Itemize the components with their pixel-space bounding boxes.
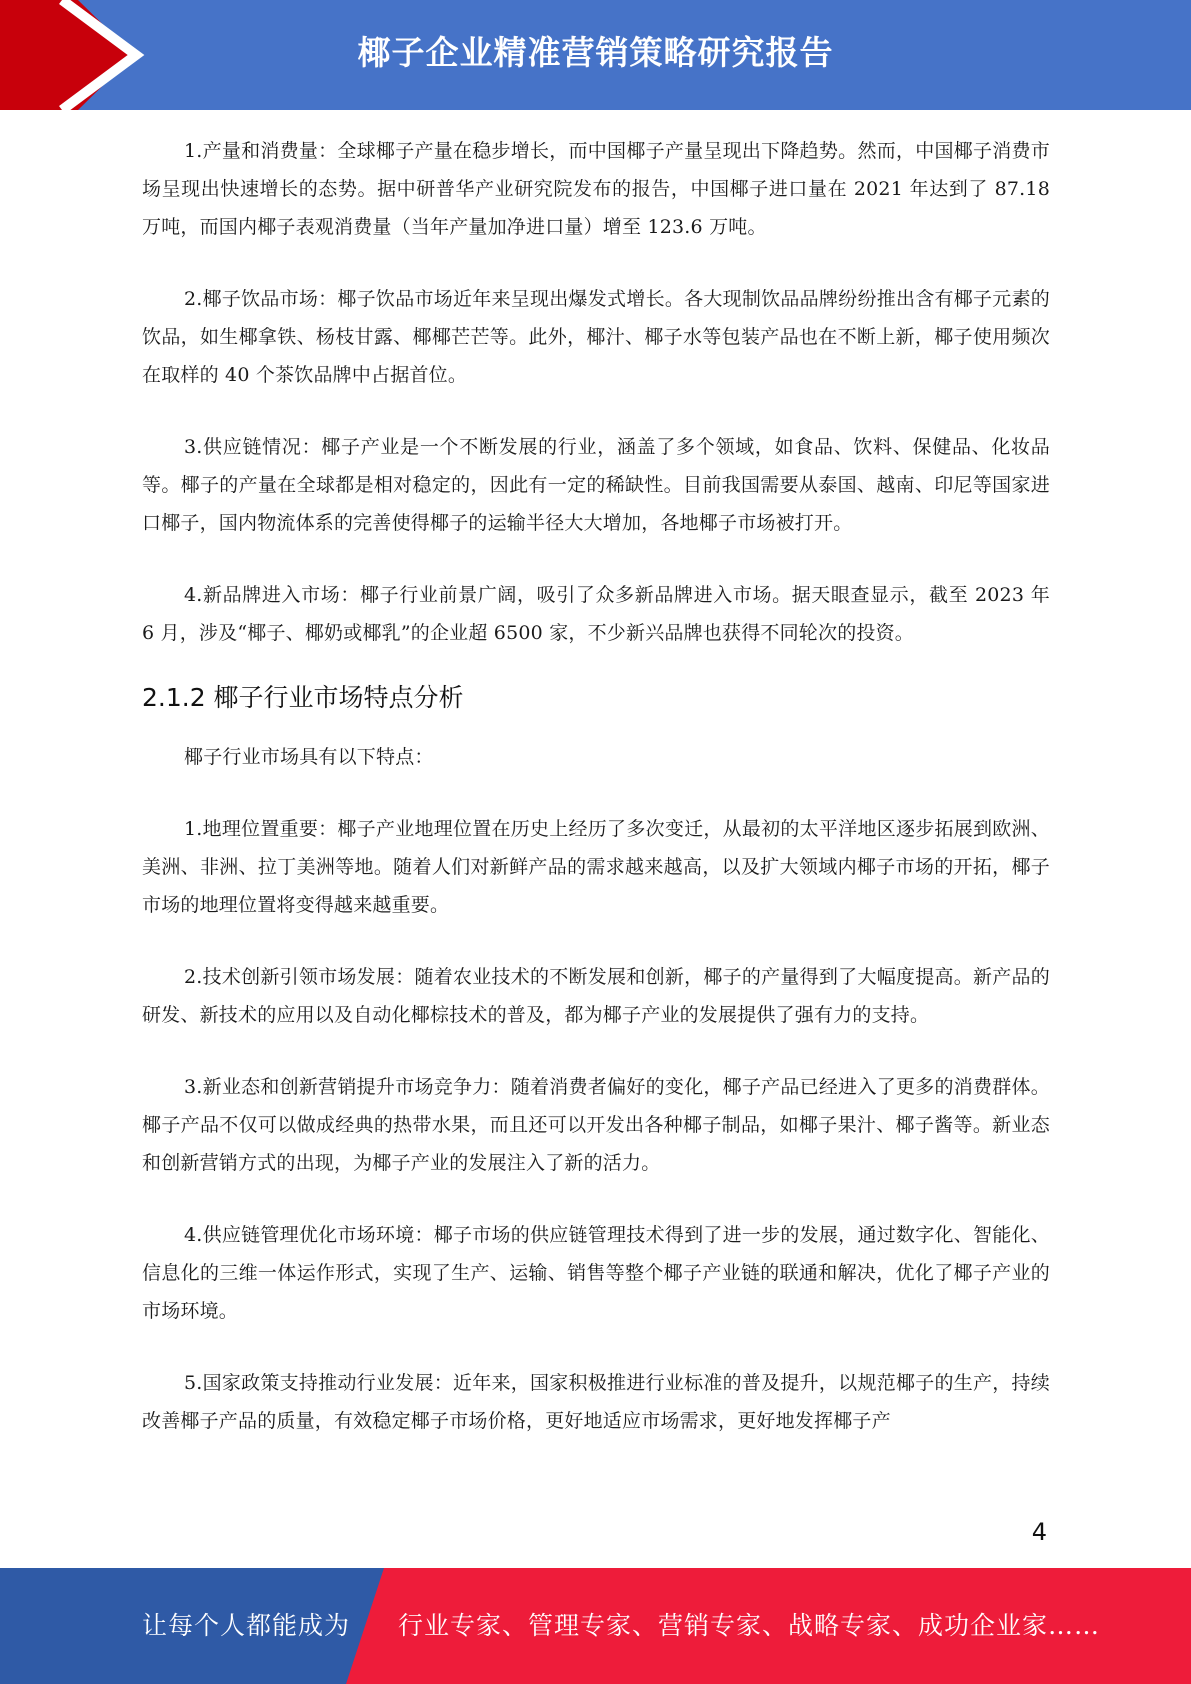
paragraph-production-consumption: 1.产量和消费量：全球椰子产量在稳步增长，而中国椰子产量呈现出下降趋势。然而，中国椰子消费市场呈现出快速增长的态势。据中研普华产业研究院发布的报告，中国椰子进口量在 2021 年达到了 87.18 万吨，而国内椰子表观消费量（当年产量加净进口量）增至 123.6 万吨。 <box>142 140 1050 238</box>
paragraph-geography: 1.地理位置重要：椰子产业地理位置在历史上经历了多次变迁，从最初的太平洋地区逐步拓展到欧洲、美洲、非洲、拉丁美洲等地。随着人们对新鲜产品的需求越来越高，以及扩大领域内椰子市场的开拓，椰子市场的地理位置将变得越来越重要。 <box>142 818 1050 916</box>
section-heading: 2.1.2 椰子行业市场特点分析 <box>142 683 464 712</box>
paragraph-supply-chain: 3.供应链情况：椰子产业是一个不断发展的行业，涵盖了多个领域，如食品、饮料、保健品、化妆品等。椰子的产量在全球都是相对稳定的，因此有一定的稀缺性。目前我国需要从泰国、越南、印尼等国家进口椰子，国内物流体系的完善使得椰子的运输半径大大增加，各地椰子市场被打开。 <box>142 436 1050 534</box>
paragraph-new-formats: 3.新业态和创新营销提升市场竞争力：随着消费者偏好的变化，椰子产品已经进入了更多的消费群体。椰子产品不仅可以做成经典的热带水果，而且还可以开发出各种椰子制品，如椰子果汁、椰子酱等。新业态和创新营销方式的出现，为椰子产业的发展注入了新的活力。 <box>142 1076 1050 1174</box>
paragraph-policy-support: 5.国家政策支持推动行业发展：近年来，国家积极推进行业标准的普及提升，以规范椰子的生产，持续改善椰子产品的质量，有效稳定椰子市场价格，更好地适应市场需求，更好地发挥椰子产 <box>142 1372 1050 1432</box>
paragraph-supply-chain-management: 4.供应链管理优化市场环境：椰子市场的供应链管理技术得到了进一步的发展，通过数字化、智能化、信息化的三维一体运作形式，实现了生产、运输、销售等整个椰子产业链的联通和解决，优化了椰子产业的市场环境。 <box>142 1224 1050 1322</box>
section-intro: 椰子行业市场具有以下特点： <box>184 746 434 768</box>
paragraph-tech-innovation: 2.技术创新引领市场发展：随着农业技术的不断发展和创新，椰子的产量得到了大幅度提高。新产品的研发、新技术的应用以及自动化椰棕技术的普及，都为椰子产业的发展提供了强有力的支持。 <box>142 966 1050 1026</box>
page-header <box>0 0 1191 110</box>
document-title: 椰子企业精准营销策略研究报告 <box>357 33 834 72</box>
paragraph-beverage-market: 2.椰子饮品市场：椰子饮品市场近年来呈现出爆发式增长。各大现制饮品品牌纷纷推出含有椰子元素的饮品，如生椰拿铁、杨枝甘露、椰椰芒芒等。此外，椰汁、椰子水等包装产品也在不断上新，椰子使用频次在取样的 40 个茶饮品牌中占据首位。 <box>142 288 1050 386</box>
page-number: 4 <box>1031 1518 1047 1546</box>
footer-slogan-left: 让每个人都能成为 <box>142 1611 351 1640</box>
report-body <box>142 132 1050 1474</box>
page-footer <box>0 1568 1191 1684</box>
footer-slogan-right: 行业专家、管理专家、营销专家、战略专家、成功企业家…… <box>398 1611 1101 1640</box>
paragraph-new-brands: 4.新品牌进入市场：椰子行业前景广阔，吸引了众多新品牌进入市场。据天眼查显示，截至 2023 年 6 月，涉及“椰子、椰奶或椰乳”的企业超 6500 家，不少新兴品牌也获得不同轮次的投资。 <box>142 584 1050 644</box>
